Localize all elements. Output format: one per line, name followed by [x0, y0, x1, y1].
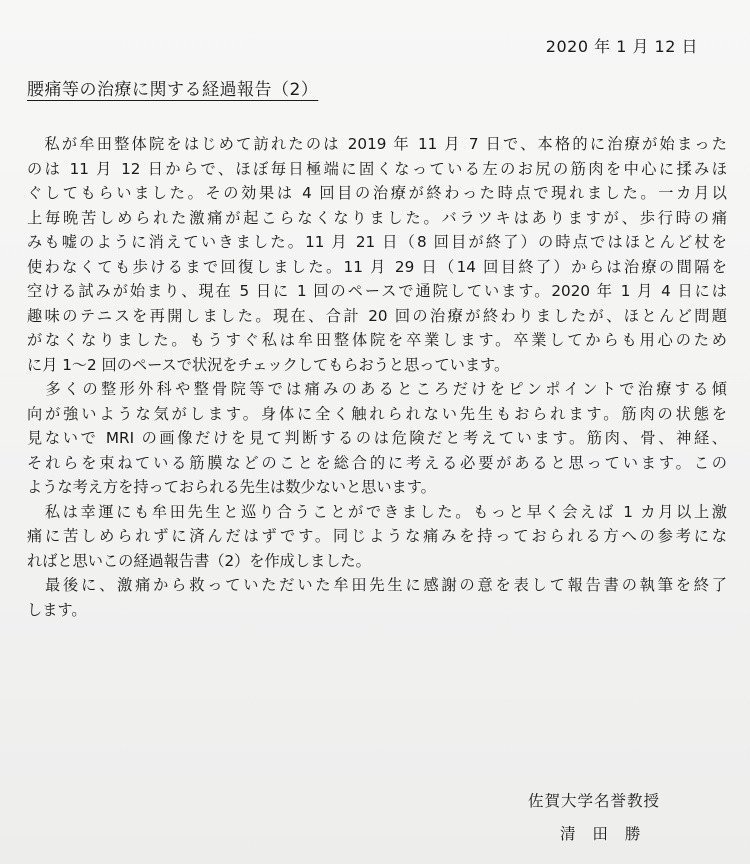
paragraph-line: ような考え方を持っておられる先生は数少ないと思います。	[27, 478, 436, 496]
paragraph-line: のは 11 月 12 日からで、ほぼ毎日極端に固くなっている左のお尻の筋肉を中心に揉みほ	[27, 159, 727, 178]
document-date: 2020 年 1 月 12 日	[545, 37, 698, 56]
paragraph-1	[27, 132, 727, 377]
paragraph-line: 使わなくても歩けるまで回復しました。11 月 29 日（14 回目終了）からは治療の間隔を	[27, 257, 727, 276]
paragraph-4	[27, 573, 727, 622]
paragraph-line: 私が牟田整体院をはじめて訪れたのは 2019 年 11 月 7 日で、本格的に治療が始まった	[27, 135, 727, 153]
paragraph-3	[27, 500, 727, 574]
paragraph-line: ぐしてもらいました。その効果は 4 回目の治療が終わった時点で現れました。一カ月以	[27, 184, 727, 202]
paragraph-line: します。	[27, 600, 87, 619]
paragraph-2	[27, 377, 727, 500]
paragraph-line: 趣味のテニスを再開しました。現在、合計 20 回の治療が終わりましたが、ほとんど問題	[27, 306, 727, 325]
paragraph-line: みも嘘のように消えていきました。11 月 21 日（8 回目が終了）の時点ではほとんど杖を	[27, 233, 727, 251]
signature-name: 清 田 勝	[560, 825, 647, 843]
paragraph-line: 多くの整形外科や整骨院等では痛みのあるところだけをピンポイントで治療する傾	[27, 380, 727, 398]
signature-affiliation: 佐賀大学名誉教授	[528, 792, 661, 810]
paragraph-line: 痛に苦しめられずに済んだはずです。同じような痛みを持っておられる方への参考にな	[27, 527, 727, 545]
paragraph-line: 私は幸運にも牟田先生と巡り合うことができました。もっと早く会えば 1 カ月以上激	[27, 502, 727, 521]
document-title: 腰痛等の治療に関する経過報告（2）	[27, 80, 319, 100]
paragraph-line: に月 1～2 回のペースで状況をチェックしてもらおうと思っています。	[27, 355, 510, 374]
document-body	[27, 132, 727, 622]
paragraph-line: ればと思いこの経過報告書（2）を作成しました。	[27, 551, 371, 570]
paragraph-line: 向が強いような気がします。身体に全く触れられない先生もおられます。筋肉の状態を	[27, 404, 727, 423]
paragraph-line: それらを束ねている筋膜などのことを総合的に考える必要があると思っています。この	[27, 453, 727, 472]
paragraph-line: 見ないで MRI の画像だけを見て判断するのは危険だと考えています。筋肉、骨、神経、	[27, 429, 727, 447]
paragraph-line: 上毎晩苦しめられた激痛が起こらなくなりました。バラツキはありますが、歩行時の痛	[27, 208, 727, 227]
paragraph-line: 最後に、激痛から救っていただいた牟田先生に感謝の意を表して報告書の執筆を終了	[27, 576, 727, 594]
paragraph-line: 空ける試みが始まり、現在 5 日に 1 回のペースで通院しています。2020 年 1 月 4 日には	[27, 282, 727, 300]
paragraph-line: がなくなりました。もうすぐ私は牟田整体院を卒業します。卒業してからも用心のため	[27, 331, 727, 349]
